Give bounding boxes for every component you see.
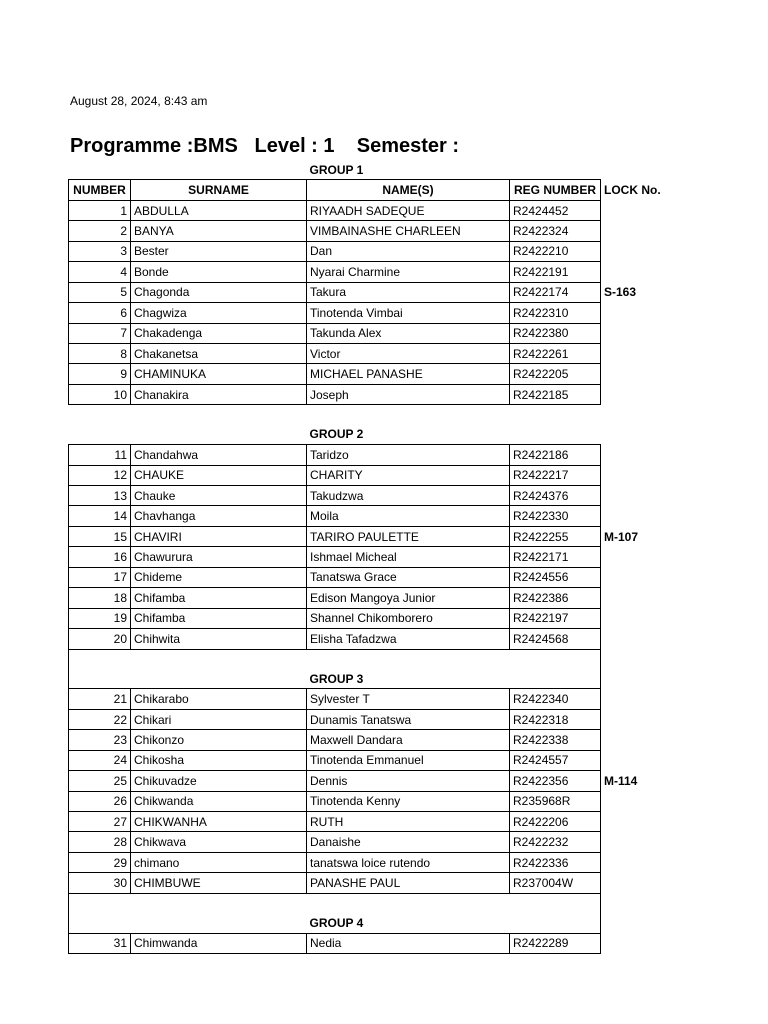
student-number: 29 — [69, 852, 131, 872]
group-label: GROUP 3 — [307, 669, 601, 689]
column-header-names: NAME(S) — [307, 180, 510, 200]
student-number: 24 — [69, 750, 131, 770]
student-names: Tanatswa Grace — [307, 567, 510, 587]
student-names: Dunamis Tanatswa — [307, 709, 510, 729]
student-names: Takudzwa — [307, 486, 510, 506]
student-names: Edison Mangoya Junior — [307, 588, 510, 608]
table-row — [69, 750, 671, 770]
student-surname: Chauke — [131, 486, 307, 506]
student-names: Maxwell Dandara — [307, 730, 510, 750]
student-reg-number: R2424452 — [510, 200, 601, 220]
column-header-lock-no: LOCK No. — [604, 183, 661, 198]
student-number: 12 — [69, 465, 131, 485]
table-row — [69, 852, 671, 872]
blank-cell — [69, 649, 601, 669]
student-number: 16 — [69, 547, 131, 567]
student-reg-number: R2422340 — [510, 689, 601, 709]
student-names: Dennis — [307, 771, 510, 791]
student-names: Victor — [307, 343, 510, 363]
student-number: 28 — [69, 832, 131, 852]
blank-cell — [601, 486, 671, 506]
student-reg-number: R2422336 — [510, 852, 601, 872]
student-names: Takura — [307, 282, 510, 302]
student-surname: ABDULLA — [131, 200, 307, 220]
student-number: 9 — [69, 364, 131, 384]
student-names: Danaishe — [307, 832, 510, 852]
student-names: Sylvester T — [307, 689, 510, 709]
student-reg-number: R237004W — [510, 873, 601, 893]
student-number: 5 — [69, 282, 131, 302]
student-reg-number: R2422338 — [510, 730, 601, 750]
blank-cell — [601, 893, 671, 913]
student-names: VIMBAINASHE CHARLEEN — [307, 221, 510, 241]
table-row — [69, 241, 671, 261]
blank-cell — [601, 669, 671, 689]
print-timestamp: August 28, 2024, 8:43 am — [70, 94, 208, 108]
spacer-cell — [69, 669, 307, 689]
student-reg-number: R2422171 — [510, 547, 601, 567]
student-number: 4 — [69, 262, 131, 282]
page-title: Programme :BMS Level : 1 Semester : — [70, 135, 460, 157]
student-number: 13 — [69, 486, 131, 506]
table-row — [69, 262, 671, 282]
table-row — [69, 567, 671, 587]
blank-cell — [601, 303, 671, 323]
student-surname: Chikuvadze — [131, 771, 307, 791]
blank-cell — [601, 873, 671, 893]
blank-cell — [601, 445, 671, 465]
student-number: 15 — [69, 526, 131, 546]
student-reg-number: R2422210 — [510, 241, 601, 261]
group-label-row — [69, 913, 671, 933]
student-reg-number: R2422261 — [510, 343, 601, 363]
blank-cell — [601, 608, 671, 628]
blank-cell — [601, 933, 671, 953]
student-surname: Chawurura — [131, 547, 307, 567]
student-reg-number: R2422255 — [510, 526, 601, 546]
student-number: 22 — [69, 709, 131, 729]
student-reg-number: R2422232 — [510, 832, 601, 852]
table-row — [69, 832, 671, 852]
student-surname: Chavhanga — [131, 506, 307, 526]
student-names: Ishmael Micheal — [307, 547, 510, 567]
student-surname: Bonde — [131, 262, 307, 282]
student-surname: Bester — [131, 241, 307, 261]
student-number: 7 — [69, 323, 131, 343]
student-number: 27 — [69, 812, 131, 832]
group-label: GROUP 4 — [307, 913, 601, 933]
student-surname: Chagwiza — [131, 303, 307, 323]
table-row — [69, 873, 671, 893]
student-surname: Chimwanda — [131, 933, 307, 953]
student-reg-number: R2422174 — [510, 282, 601, 302]
blank-cell — [601, 629, 671, 649]
group-label: GROUP 2 — [309, 427, 364, 442]
table-row — [69, 689, 671, 709]
student-reg-number: R2422197 — [510, 608, 601, 628]
lock-number: M-114 — [604, 773, 638, 788]
student-number: 19 — [69, 608, 131, 628]
table-row — [69, 343, 671, 363]
student-reg-number: R2422318 — [510, 709, 601, 729]
lock-number: S-163 — [604, 285, 637, 300]
column-header-number: NUMBER — [69, 180, 131, 200]
table-row — [69, 465, 671, 485]
column-header-reg-number: REG NUMBER — [510, 180, 601, 200]
student-surname: Chikari — [131, 709, 307, 729]
table-row — [69, 629, 671, 649]
student-number: 20 — [69, 629, 131, 649]
blank-cell — [601, 506, 671, 526]
student-groups-table — [68, 160, 671, 954]
student-reg-number: R2422380 — [510, 323, 601, 343]
table-row — [69, 323, 671, 343]
student-reg-number: R2422206 — [510, 812, 601, 832]
student-names: tanatswa loice rutendo — [307, 852, 510, 872]
student-reg-number: R2424376 — [510, 486, 601, 506]
student-surname: CHAVIRI — [131, 526, 307, 546]
student-surname: Chifamba — [131, 588, 307, 608]
student-names: RUTH — [307, 812, 510, 832]
student-names: Nyarai Charmine — [307, 262, 510, 282]
table-row — [69, 608, 671, 628]
table-row — [69, 771, 671, 791]
student-surname: CHIMBUWE — [131, 873, 307, 893]
group-label-row — [69, 669, 671, 689]
group-label-row — [69, 425, 671, 445]
table-row — [69, 364, 671, 384]
student-reg-number: R2424557 — [510, 750, 601, 770]
student-number: 11 — [69, 445, 131, 465]
table-body — [69, 160, 671, 954]
blank-cell — [601, 791, 671, 811]
header-row — [69, 180, 671, 200]
student-number: 8 — [69, 343, 131, 363]
student-number: 14 — [69, 506, 131, 526]
group-label: GROUP 1 — [309, 162, 364, 177]
student-number: 30 — [69, 873, 131, 893]
student-surname: BANYA — [131, 221, 307, 241]
student-surname: Chideme — [131, 567, 307, 587]
blank-cell — [601, 465, 671, 485]
student-number: 1 — [69, 200, 131, 220]
student-reg-number: R2422185 — [510, 384, 601, 404]
student-surname: Chakadenga — [131, 323, 307, 343]
student-surname: chimano — [131, 852, 307, 872]
table-row — [69, 486, 671, 506]
student-names: Dan — [307, 241, 510, 261]
student-surname: Chikarabo — [131, 689, 307, 709]
student-number: 31 — [69, 933, 131, 953]
blank-cell — [601, 689, 671, 709]
table-row — [69, 933, 671, 953]
table-row — [69, 812, 671, 832]
student-surname: Chihwita — [131, 629, 307, 649]
blank-cell — [69, 893, 601, 913]
student-reg-number: R2422186 — [510, 445, 601, 465]
blank-cell — [601, 200, 671, 220]
blank-cell — [601, 160, 671, 180]
blank-cell — [601, 913, 671, 933]
student-surname: CHAUKE — [131, 465, 307, 485]
student-names: RIYAADH SADEQUE — [307, 200, 510, 220]
table-row — [69, 791, 671, 811]
spacer-cell — [69, 160, 307, 180]
group-label-row — [69, 160, 671, 180]
table-row — [69, 200, 671, 220]
spacer-cell — [69, 425, 307, 445]
blank-cell — [601, 649, 671, 669]
student-surname: Chakanetsa — [131, 343, 307, 363]
student-number: 18 — [69, 588, 131, 608]
student-surname: Chagonda — [131, 282, 307, 302]
student-reg-number: R2422330 — [510, 506, 601, 526]
student-reg-number: R2422217 — [510, 465, 601, 485]
lock-number: M-107 — [604, 529, 639, 544]
student-surname: Chandahwa — [131, 445, 307, 465]
student-number: 6 — [69, 303, 131, 323]
blank-cell — [601, 852, 671, 872]
student-names: Shannel Chikomborero — [307, 608, 510, 628]
student-names: Nedia — [307, 933, 510, 953]
blank-cell — [601, 832, 671, 852]
blank-cell — [69, 405, 671, 425]
blank-cell — [601, 709, 671, 729]
blank-cell — [601, 750, 671, 770]
student-surname: Chikosha — [131, 750, 307, 770]
student-reg-number: R2422205 — [510, 364, 601, 384]
student-number: 23 — [69, 730, 131, 750]
table-row — [69, 709, 671, 729]
blank-cell — [601, 730, 671, 750]
student-reg-number: R2422191 — [510, 262, 601, 282]
table-row — [69, 282, 671, 302]
student-surname: CHIKWANHA — [131, 812, 307, 832]
blank-cell — [601, 221, 671, 241]
student-number: 26 — [69, 791, 131, 811]
table-row — [69, 547, 671, 567]
blank-row — [69, 649, 671, 669]
student-reg-number: R2422356 — [510, 771, 601, 791]
student-number: 25 — [69, 771, 131, 791]
blank-row — [69, 405, 671, 425]
student-names: Joseph — [307, 384, 510, 404]
blank-cell — [601, 323, 671, 343]
student-names: Tinotenda Emmanuel — [307, 750, 510, 770]
student-number: 3 — [69, 241, 131, 261]
student-names: CHARITY — [307, 465, 510, 485]
student-surname: CHAMINUKA — [131, 364, 307, 384]
table-row — [69, 221, 671, 241]
student-names: TARIRO PAULETTE — [307, 526, 510, 546]
student-reg-number: R2422289 — [510, 933, 601, 953]
blank-cell — [601, 547, 671, 567]
table-row — [69, 526, 671, 546]
spacer-cell — [69, 913, 307, 933]
student-surname: Chifamba — [131, 608, 307, 628]
blank-cell — [601, 343, 671, 363]
blank-cell — [601, 262, 671, 282]
student-names: Taridzo — [307, 445, 510, 465]
blank-cell — [601, 384, 671, 404]
column-header-surname: SURNAME — [131, 180, 307, 200]
blank-row — [69, 893, 671, 913]
blank-cell — [601, 425, 671, 445]
student-number: 17 — [69, 567, 131, 587]
student-reg-number: R235968R — [510, 791, 601, 811]
student-reg-number: R2424568 — [510, 629, 601, 649]
student-surname: Chanakira — [131, 384, 307, 404]
student-number: 10 — [69, 384, 131, 404]
table-row — [69, 384, 671, 404]
table-row — [69, 588, 671, 608]
student-names: Tinotenda Kenny — [307, 791, 510, 811]
blank-cell — [601, 588, 671, 608]
student-reg-number: R2422386 — [510, 588, 601, 608]
student-names: Tinotenda Vimbai — [307, 303, 510, 323]
student-number: 21 — [69, 689, 131, 709]
student-names: MICHAEL PANASHE — [307, 364, 510, 384]
student-names: Moila — [307, 506, 510, 526]
student-names: PANASHE PAUL — [307, 873, 510, 893]
student-number: 2 — [69, 221, 131, 241]
blank-cell — [601, 364, 671, 384]
student-reg-number: R2422324 — [510, 221, 601, 241]
student-surname: Chikonzo — [131, 730, 307, 750]
student-surname: Chikwava — [131, 832, 307, 852]
student-names: Elisha Tafadzwa — [307, 629, 510, 649]
blank-cell — [601, 241, 671, 261]
table-row — [69, 506, 671, 526]
student-surname: Chikwanda — [131, 791, 307, 811]
table-row — [69, 445, 671, 465]
table-row — [69, 730, 671, 750]
blank-cell — [601, 812, 671, 832]
blank-cell — [601, 567, 671, 587]
table-row — [69, 303, 671, 323]
student-reg-number: R2422310 — [510, 303, 601, 323]
student-names: Takunda Alex — [307, 323, 510, 343]
student-reg-number: R2424556 — [510, 567, 601, 587]
